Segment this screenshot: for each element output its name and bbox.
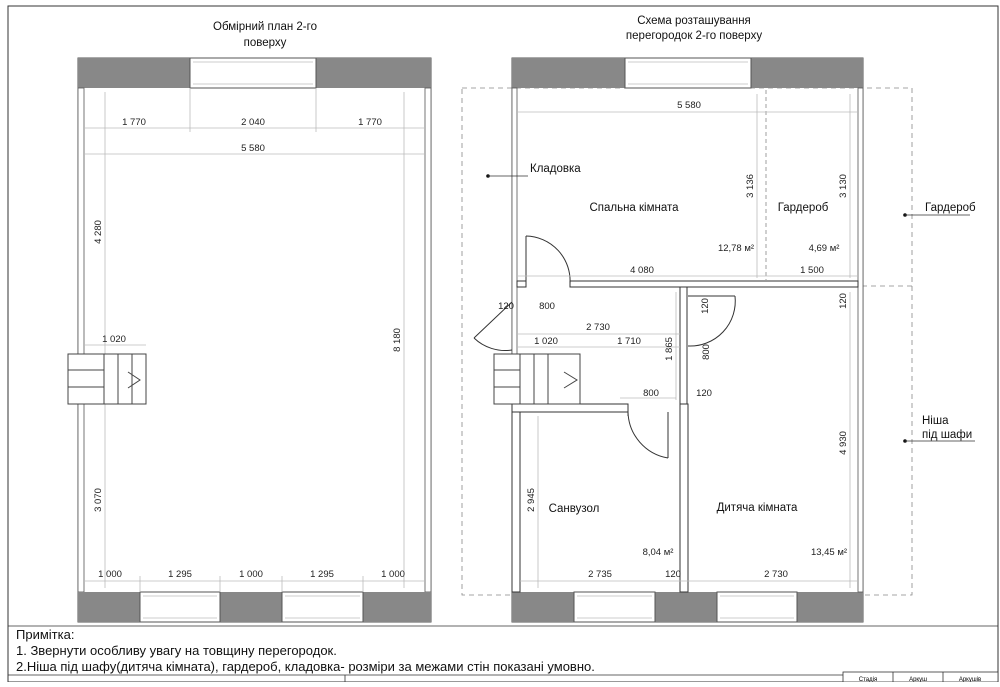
right-dim-wall-120-b: 120: [700, 298, 711, 314]
room-bathroom-area: 8,04 м²: [642, 547, 674, 558]
right-dim-bath-width: 2 735: [588, 569, 612, 580]
right-bottom-window-a: [574, 592, 655, 622]
left-dim-left-upper: 4 280: [93, 220, 104, 244]
left-bottom-wall-a: [78, 592, 140, 622]
callout-niche-line2: під шафи: [922, 429, 973, 441]
right-dim-wall-120-a: 120: [498, 301, 514, 312]
callout-wardrobe-label: Гардероб: [925, 202, 976, 214]
right-plan-title-2: перегородок 2-го поверху: [625, 30, 763, 42]
right-plan: [462, 15, 976, 622]
door-wardrobe: [688, 296, 735, 346]
left-dim-bottom-1: 1 000: [98, 569, 122, 580]
right-dim-top-total: 5 580: [677, 100, 701, 111]
left-dim-top-2: 2 040: [241, 117, 265, 128]
right-bottom-wall-b: [655, 592, 717, 622]
right-dim-kids-height: 4 930: [838, 431, 849, 455]
callout-storage: [486, 163, 581, 178]
notes-line-1: 1. Звернути особливу увагу на товщину перегородок.: [16, 643, 337, 658]
left-top-wall-b: [316, 58, 431, 88]
left-dim-bottom-4: 1 295: [310, 569, 334, 580]
left-dim-bottom-2: 1 295: [168, 569, 192, 580]
right-dim-corridor-height: 1 865: [664, 337, 675, 361]
right-dim-door-800-b: 800: [701, 344, 712, 360]
right-bottom-window-b: [717, 592, 797, 622]
notes-heading: Примітка:: [16, 627, 75, 642]
right-dim-wardrobe-width: 1 500: [800, 265, 824, 276]
left-plan-title-2: поверху: [243, 37, 287, 49]
room-kids-area: 13,45 м²: [810, 547, 848, 558]
left-dim-total-width: 5 580: [241, 143, 265, 154]
left-dim-bottom-3: 1 000: [239, 569, 263, 580]
right-dim-wall-120-e: 120: [665, 569, 681, 580]
room-wardrobe-area: 4,69 м²: [808, 243, 840, 254]
right-bottom-wall-c: [797, 592, 863, 622]
right-top-window: [625, 58, 751, 88]
left-dim-bottom-5: 1 000: [381, 569, 405, 580]
title-block-cell-1: Стадія: [858, 677, 878, 682]
right-stair: [494, 354, 580, 404]
right-dim-corridor-width: 2 730: [586, 322, 610, 333]
right-dim-corridor-seg: 1 710: [617, 336, 641, 347]
right-dim-kids-width: 2 730: [764, 569, 788, 580]
callout-niche: [903, 415, 975, 443]
left-bottom-window-b: [282, 592, 363, 622]
partition-bedroom: [570, 281, 858, 287]
left-plan: [68, 21, 431, 622]
notes-line-2: 2.Ніша під шафу(дитяча кімната), гардероб, кладовка- розміри за межами стін показані умовно.: [16, 659, 595, 674]
left-dim-top-1: 1 770: [122, 117, 146, 128]
right-dim-wall-120-c: 120: [838, 293, 849, 309]
callout-niche-line1: Ніша: [922, 415, 949, 427]
right-dim-door-800-a: 800: [539, 301, 555, 312]
right-top-wall-a: [512, 58, 625, 88]
left-bottom-window-a: [140, 592, 220, 622]
partition-bath-kids: [680, 404, 688, 592]
left-dim-stair-offset: 1 020: [102, 334, 126, 345]
right-dim-wardrobe-height: 3 130: [838, 174, 849, 198]
right-dim-stair-offset: 1 020: [534, 336, 558, 347]
left-stair: [68, 354, 146, 404]
room-bedroom-area: 12,78 м²: [717, 243, 755, 254]
right-plan-title-1: Схема розташування: [637, 15, 751, 27]
right-dim-bedroom-height: 3 136: [745, 174, 756, 198]
left-dim-top-3: 1 770: [358, 117, 382, 128]
left-top-window: [190, 58, 316, 88]
left-plan-title-1: Обмірний план 2-го: [213, 21, 317, 33]
right-dim-door-800-c: 800: [643, 388, 659, 399]
room-kids-name: Дитяча кімната: [716, 502, 798, 514]
title-block-cell-3: Аркушів: [958, 677, 982, 682]
left-bottom-wall-c: [363, 592, 431, 622]
left-dim-left-lower: 3 070: [93, 488, 104, 512]
right-bottom-wall-a: [512, 592, 574, 622]
door-bathroom: [628, 412, 668, 458]
left-bottom-wall-b: [220, 592, 282, 622]
right-top-wall-b: [751, 58, 863, 88]
left-dim-right-total: 8 180: [392, 328, 403, 352]
door-bedroom: [526, 236, 570, 284]
right-dim-bedroom-width: 4 080: [630, 265, 654, 276]
callout-storage-label: Кладовка: [530, 163, 581, 175]
room-bedroom-name: Спальна кімната: [589, 202, 679, 214]
title-block-cell-2: Аркуш: [909, 677, 927, 682]
left-top-wall-a: [78, 58, 190, 88]
right-dim-bath-height: 2 945: [526, 488, 537, 512]
room-wardrobe-name: Гардероб: [777, 202, 829, 214]
room-bathroom-name: Санвузол: [548, 503, 600, 515]
right-dim-wall-120-d: 120: [696, 388, 712, 399]
callout-wardrobe: [903, 202, 976, 217]
